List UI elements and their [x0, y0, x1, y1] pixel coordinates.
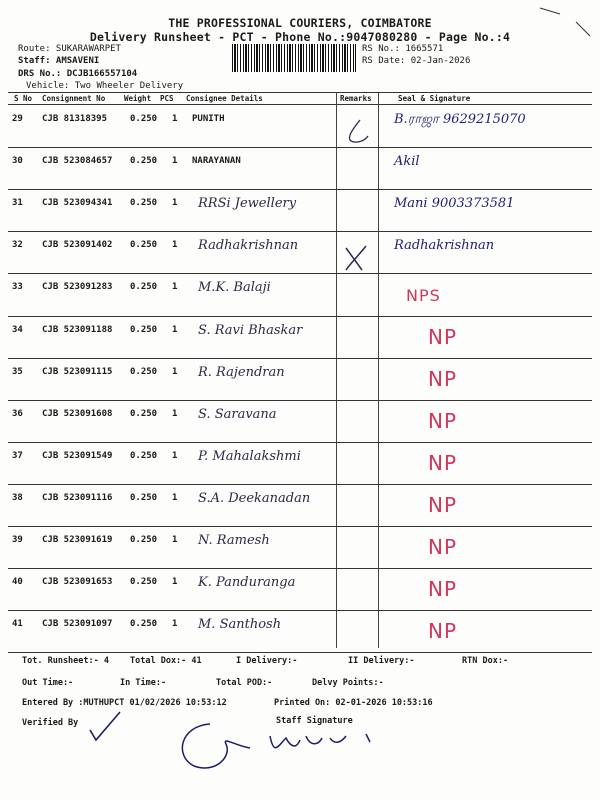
row-weight: 0.250	[130, 240, 158, 251]
row-weight: 0.250	[130, 282, 158, 293]
row-consignment-no: CJB 523094341	[42, 198, 113, 209]
table-row	[8, 611, 592, 653]
rs-number: RS No.: 1665571	[362, 44, 444, 54]
row-pcs: 1	[172, 577, 178, 588]
i-delivery: I Delivery:-	[236, 656, 298, 666]
rtn-dox: RTN Dox:-	[462, 656, 509, 666]
row-weight: 0.250	[130, 619, 158, 630]
row-consignee-name: PUNITH	[192, 114, 225, 124]
total-dox: Total Dox:- 41	[130, 656, 202, 666]
row-weight: 0.250	[130, 492, 158, 503]
staff-signature-image	[170, 716, 390, 776]
table-row	[8, 317, 592, 359]
row-consignee-handwritten: P. Mahalakshmi	[198, 448, 301, 464]
remarks-tick-mark	[340, 118, 374, 146]
table-row	[8, 569, 592, 611]
header-bottom-rule	[8, 104, 592, 105]
row-consignment-no: CJB 523091116	[42, 492, 113, 503]
row-consignee-handwritten: R. Rajendran	[198, 364, 285, 380]
row-pcs: 1	[172, 324, 178, 335]
table-row	[8, 232, 592, 274]
row-weight: 0.250	[130, 114, 158, 124]
row-consignment-no: CJB 523091608	[42, 408, 113, 419]
table-row	[8, 190, 592, 232]
row-consignment-no: CJB 523091188	[42, 324, 113, 335]
row-consignee-handwritten: RRSi Jewellery	[198, 196, 297, 212]
row-weight: 0.250	[130, 366, 158, 377]
row-sno: 40	[12, 577, 23, 588]
in-time: In Time:-	[120, 678, 167, 688]
row-consignment-no: CJB 523091619	[42, 535, 113, 545]
row-pcs: 1	[172, 240, 178, 251]
table-row	[8, 485, 592, 527]
row-consignment-no: CJB 523091283	[42, 282, 113, 293]
table-row	[8, 274, 592, 316]
remarks-tick-mark	[340, 242, 374, 274]
header-top-rule	[8, 92, 592, 93]
col-weight: Weight	[124, 94, 152, 103]
row-consignment-no: CJB 523091097	[42, 619, 113, 630]
row-weight: 0.250	[130, 535, 158, 545]
entered-by: Entered By :MUTHUPCT 01/02/2026 10:53:12	[22, 698, 227, 708]
staff-signature-label: Staff Signature	[276, 716, 353, 726]
row-weight: 0.250	[130, 198, 158, 209]
row-sno: 36	[12, 408, 23, 419]
row-pcs: 1	[172, 450, 178, 461]
row-consignee-handwritten: S. Ravi Bhaskar	[198, 322, 303, 338]
row-consignee-handwritten: S. Saravana	[198, 406, 277, 422]
row-weight: 0.250	[130, 577, 158, 588]
corner-scribble	[520, 2, 596, 42]
printed-on: Printed On: 02-01-2026 10:53:16	[274, 698, 433, 708]
row-pcs: 1	[172, 619, 178, 630]
row-pcs: 1	[172, 408, 178, 419]
staff-label: Staff: AMSAVENI	[18, 56, 100, 66]
row-pcs: 1	[172, 492, 178, 503]
row-weight: 0.250	[130, 324, 158, 335]
row-consignee-handwritten: N. Ramesh	[198, 533, 270, 548]
row-sno: 34	[12, 324, 23, 335]
row-seal-signature: NP	[428, 450, 458, 475]
table-row	[8, 443, 592, 485]
row-seal-signature: NP	[428, 619, 458, 644]
table-row	[8, 359, 592, 401]
row-sno: 37	[12, 450, 23, 461]
row-pcs: 1	[172, 366, 178, 377]
row-consignee-handwritten: M. Santhosh	[198, 617, 282, 633]
row-consignment-no: CJB 523091115	[42, 366, 113, 377]
row-pcs: 1	[172, 535, 178, 545]
row-sno: 33	[12, 282, 23, 293]
row-sno: 38	[12, 492, 23, 503]
table-row	[8, 401, 592, 443]
row-consignee-handwritten: K. Panduranga	[198, 575, 296, 591]
drs-number: DRS No.: DCJB166557104	[18, 69, 138, 79]
row-pcs: 1	[172, 156, 178, 167]
row-weight: 0.250	[130, 156, 158, 167]
row-weight: 0.250	[130, 408, 158, 419]
row-seal-signature: Mani 9003373581	[394, 196, 515, 212]
row-pcs: 1	[172, 282, 178, 293]
row-pcs: 1	[172, 198, 178, 209]
row-consignee-handwritten: S.A. Deekanadan	[198, 490, 311, 506]
runsheet-subtitle: Delivery Runsheet - PCT - Phone No.:9047080280 - Page No.:4	[89, 30, 511, 44]
ii-delivery: II Delivery:-	[348, 656, 415, 666]
row-sno: 31	[12, 198, 23, 209]
row-divider	[8, 652, 592, 653]
table-row	[8, 106, 592, 148]
total-pod: Total POD:-	[216, 678, 273, 688]
verified-by: Verified By	[22, 718, 79, 728]
row-seal-signature: Radhakrishnan	[394, 238, 495, 254]
out-time: Out Time:-	[22, 678, 74, 688]
delvy-points: Delvy Points:-	[312, 678, 384, 688]
row-consignment-no: CJB 523091549	[42, 450, 113, 461]
row-seal-signature: Akil	[394, 154, 420, 170]
row-consignee-handwritten: M.K. Balaji	[198, 280, 271, 296]
vehicle-label: Vehicle: Two Wheeler Delivery	[26, 81, 184, 91]
row-seal-signature: NPS	[406, 286, 441, 306]
row-consignment-no: CJB 81318395	[42, 114, 108, 124]
col-remarks: Remarks	[340, 94, 372, 103]
col-sno: S No	[14, 94, 33, 103]
col-consignment: Consignment No	[42, 94, 106, 103]
row-sno: 29	[12, 114, 23, 124]
table-row	[8, 148, 592, 190]
row-seal-signature: NP	[428, 366, 458, 391]
row-sno: 32	[12, 240, 23, 251]
row-weight: 0.250	[130, 450, 158, 461]
row-consignee-handwritten: Radhakrishnan	[198, 238, 299, 254]
row-seal-signature: NP	[428, 324, 458, 349]
row-sno: 41	[12, 619, 23, 630]
col-seal-signature: Seal & Signature	[398, 94, 471, 103]
col-pcs: PCS	[160, 94, 174, 103]
row-seal-signature: NP	[428, 577, 458, 602]
row-sno: 30	[12, 156, 23, 167]
col-consignee: Consignee Details	[186, 94, 263, 103]
barcode-image	[232, 44, 356, 72]
company-title: THE PROFESSIONAL COURIERS, COIMBATORE	[168, 16, 432, 30]
row-seal-signature: NP	[428, 535, 458, 559]
row-consignment-no: CJB 523091402	[42, 240, 113, 251]
row-seal-signature: B.ராஜா 9629215070	[394, 112, 526, 127]
rs-date: RS Date: 02-Jan-2026	[362, 56, 471, 66]
row-sno: 35	[12, 366, 23, 377]
table-row	[8, 527, 592, 569]
row-sno: 39	[12, 535, 23, 545]
row-seal-signature: NP	[428, 492, 458, 517]
total-runsheet: Tot. Runsheet:- 4	[22, 656, 109, 666]
verified-tick-mark	[86, 708, 126, 744]
row-consignee-name: NARAYANAN	[192, 156, 241, 167]
row-consignment-no: CJB 523084657	[42, 156, 113, 167]
route-label: Route: SUKARAWARPET	[18, 44, 121, 54]
row-seal-signature: NP	[428, 408, 458, 433]
row-pcs: 1	[172, 114, 178, 124]
row-consignment-no: CJB 523091653	[42, 577, 113, 588]
